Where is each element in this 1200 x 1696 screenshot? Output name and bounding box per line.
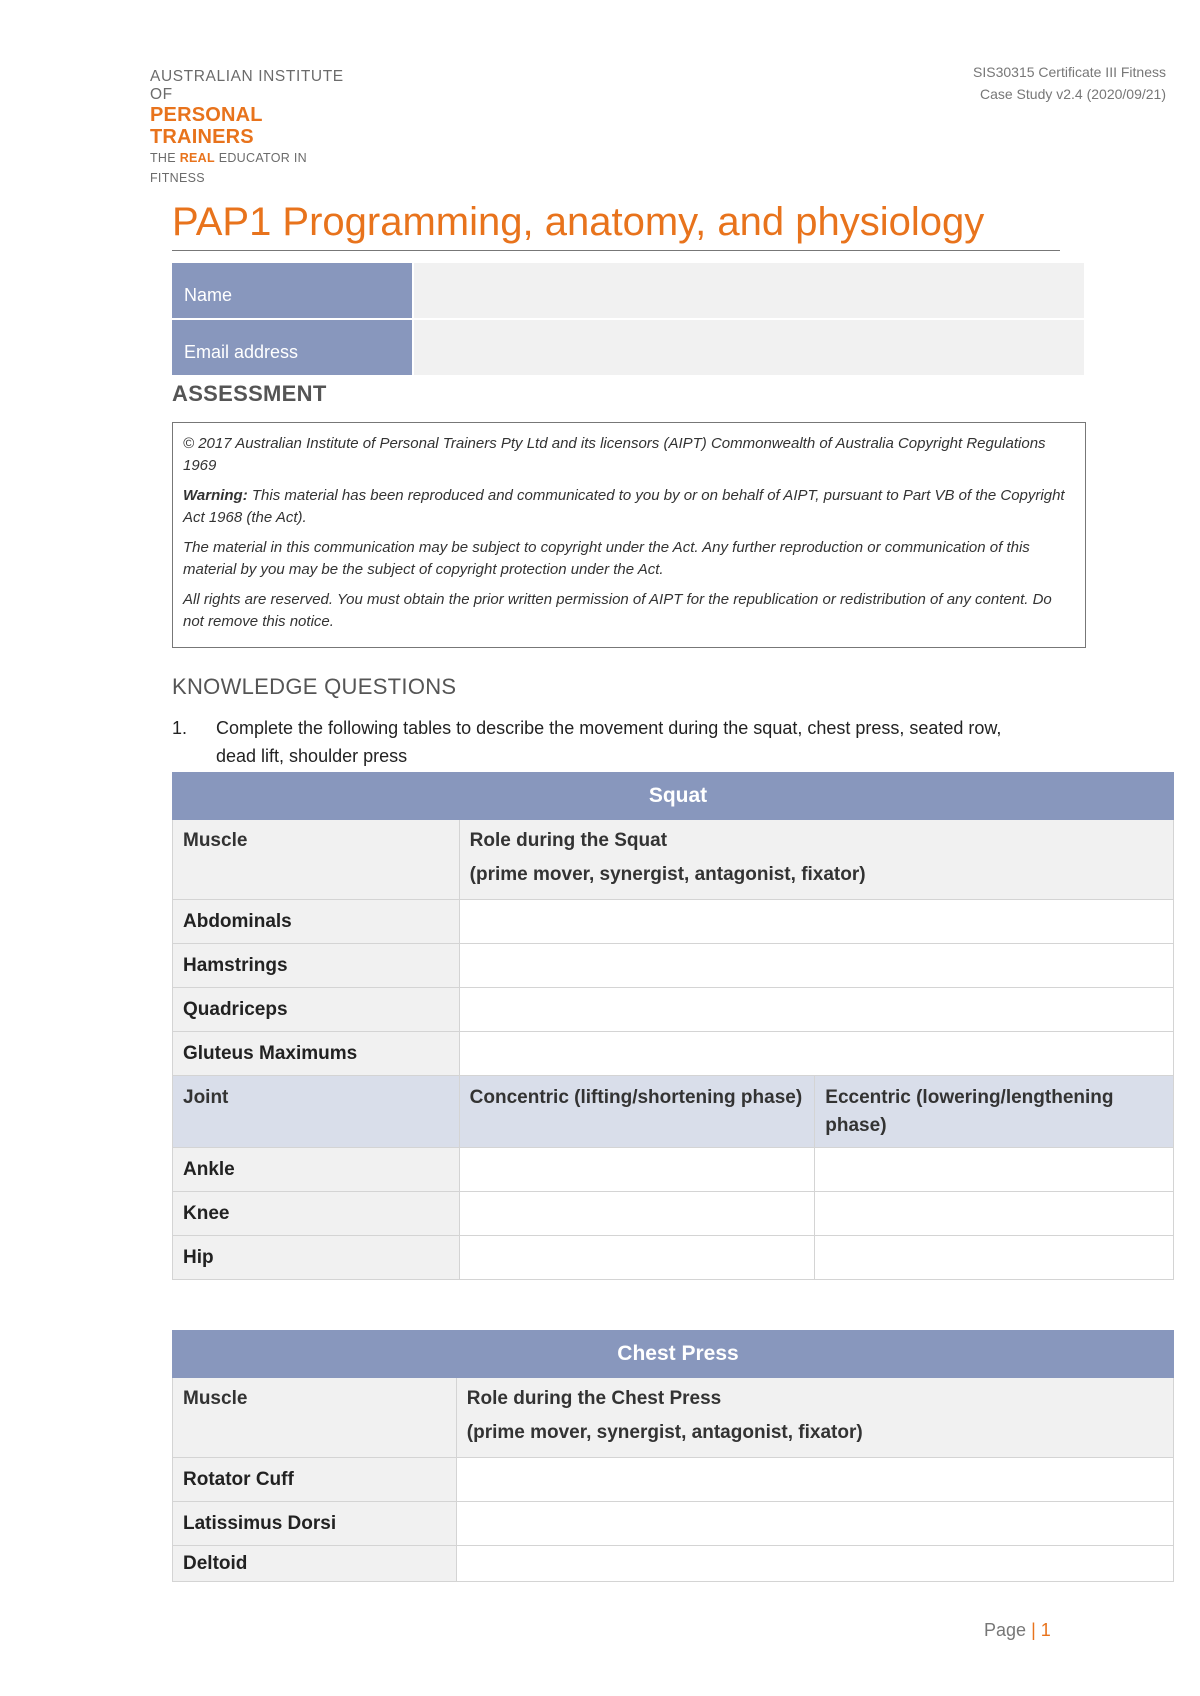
- page-separator: |: [1031, 1620, 1036, 1640]
- squat-table: [172, 772, 1174, 1280]
- email-field[interactable]: [414, 320, 1084, 375]
- copyright-paragraph-4: All rights are reserved. You must obtain the prior written permission of AIPT for the republication or redistribution of any content. Do not remove this notice.: [183, 591, 1052, 630]
- eccentric-input-hip[interactable]: [815, 1236, 1174, 1280]
- chest-press-table: [172, 1330, 1174, 1582]
- concentric-input-knee[interactable]: [459, 1192, 815, 1236]
- role-input-deltoid[interactable]: [456, 1546, 1173, 1582]
- role-input-rotator-cuff[interactable]: [456, 1458, 1173, 1502]
- name-row: [172, 263, 1084, 318]
- document-version: Case Study v2.4 (2020/09/21): [979, 86, 1166, 102]
- eccentric-input-knee[interactable]: [815, 1192, 1174, 1236]
- muscle-deltoid: Deltoid: [173, 1546, 457, 1582]
- muscle-header: Muscle: [173, 820, 460, 900]
- role-input-gluteus[interactable]: [459, 1032, 1173, 1076]
- aipt-logo: [150, 68, 360, 188]
- assessment-heading: ASSESSMENT: [172, 381, 327, 406]
- role-input-latissimus-dorsi[interactable]: [456, 1502, 1173, 1546]
- email-label: Email address: [172, 320, 414, 375]
- joint-header: Joint: [173, 1076, 460, 1148]
- logo-line-1: AUSTRALIAN INSTITUTE OF: [150, 68, 344, 103]
- concentric-input-hip[interactable]: [459, 1236, 815, 1280]
- role-header: Role during the Squat (prime mover, synergist, antagonist, fixator): [459, 820, 1173, 900]
- role-input-quadriceps[interactable]: [459, 988, 1173, 1032]
- student-info-table: [172, 261, 1084, 377]
- muscle-abdominals: Abdominals: [173, 900, 460, 944]
- knowledge-questions-heading: KNOWLEDGE QUESTIONS: [172, 674, 457, 699]
- page-footer: [984, 1620, 1051, 1641]
- copyright-paragraph-3: The material in this communication may be subject to copyright under the Act. Any further reproduction or communication of this material by you may be the subject of copyright protection under the Act.: [183, 539, 1030, 578]
- muscle-gluteus-maximums: Gluteus Maximums: [173, 1032, 460, 1076]
- question-number: 1.: [172, 718, 188, 738]
- muscle-latissimus-dorsi: Latissimus Dorsi: [173, 1502, 457, 1546]
- joint-ankle: Ankle: [173, 1148, 460, 1192]
- joint-knee: Knee: [173, 1192, 460, 1236]
- chest-muscle-header: Muscle: [173, 1378, 457, 1458]
- chest-press-table-title: Chest Press: [173, 1331, 1174, 1378]
- concentric-header: Concentric (lifting/shortening phase): [459, 1076, 815, 1148]
- eccentric-header: Eccentric (lowering/lengthening phase): [815, 1076, 1174, 1148]
- muscle-rotator-cuff: Rotator Cuff: [173, 1458, 457, 1502]
- logo-tagline: THE REAL EDUCATOR IN FITNESS: [150, 151, 307, 185]
- role-input-abdominals[interactable]: [459, 900, 1173, 944]
- concentric-input-ankle[interactable]: [459, 1148, 815, 1192]
- page-label: Page: [984, 1620, 1027, 1640]
- course-code: SIS30315 Certificate III Fitness: [973, 64, 1166, 80]
- name-label: Name: [172, 263, 414, 318]
- squat-table-title: Squat: [173, 773, 1174, 820]
- name-field[interactable]: [414, 263, 1084, 318]
- copyright-notice: [172, 422, 1086, 648]
- email-row: [172, 320, 1084, 375]
- logo-line-2: PERSONAL TRAINERS: [150, 104, 263, 148]
- muscle-quadriceps: Quadriceps: [173, 988, 460, 1032]
- chest-role-header: Role during the Chest Press (prime mover, synergist, antagonist, fixator): [456, 1378, 1173, 1458]
- question-1: [172, 714, 1032, 770]
- eccentric-input-ankle[interactable]: [815, 1148, 1174, 1192]
- muscle-hamstrings: Hamstrings: [173, 944, 460, 988]
- role-input-hamstrings[interactable]: [459, 944, 1173, 988]
- page-title: PAP1 Programming, anatomy, and physiology: [172, 198, 1060, 251]
- page-number: 1: [1040, 1620, 1051, 1640]
- copyright-line: © 2017 Australian Institute of Personal Trainers Pty Ltd and its licensors (AIPT) Commonwealth of Australia Copyright Regulations 1969: [183, 435, 1046, 474]
- question-text: Complete the following tables to describe the movement during the squat, chest press, seated row, dead lift, shoulder press: [216, 718, 1002, 766]
- document-header-info: [973, 61, 1166, 105]
- warning-paragraph: Warning: This material has been reproduced and communicated to you by or on behalf of AIPT, pursuant to Part VB of the Copyright Act 1968 (the Act).: [183, 487, 1065, 526]
- joint-hip: Hip: [173, 1236, 460, 1280]
